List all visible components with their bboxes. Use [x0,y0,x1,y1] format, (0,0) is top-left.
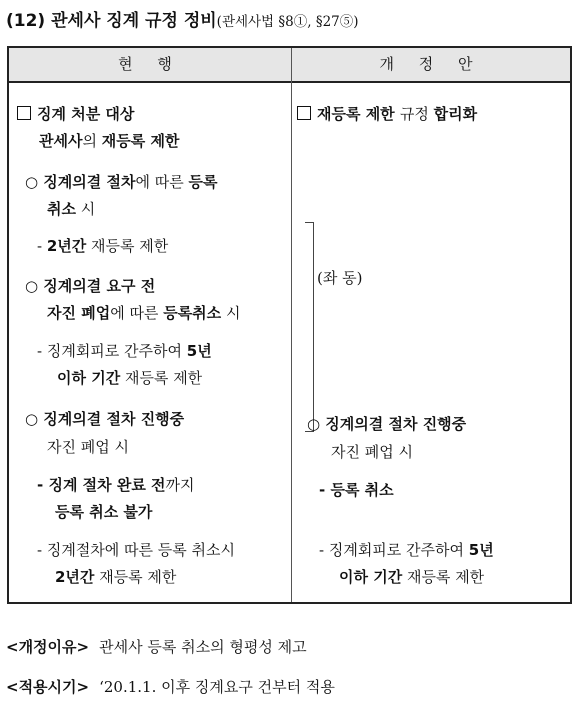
left-item-1: 징계 처분 대상 [17,104,134,124]
section-heading [6,6,359,31]
right-item-1: 재등록 제한 규정 합리화 [297,104,477,124]
column-divider [291,48,292,602]
left-sub-1-line1: ○ 징계의결 절차에 따른 등록 [25,173,218,191]
left-item-1-line2: 관세사의 재등록 제한 [39,132,180,150]
same-as-left-bracket [305,222,314,432]
left-sub-2-dash-line1: - 징계회피로 간주하여 5년 [37,342,212,360]
right-sub-dash2-line2: 이하 기간 재등록 제한 [339,568,485,586]
right-sub-line1: ○ 징계의결 절차 진행중 [307,415,467,433]
right-sub-line2: 자진 폐업 시 [331,443,413,461]
revision-reason-label: <개정이유> [6,638,90,656]
column-header-current: 현 행 [118,55,182,73]
left-sub-2-line1: ○ 징계의결 요구 전 [25,277,156,295]
table-header-row [9,48,570,83]
column-header-proposed: 개 정 안 [379,55,483,73]
left-sub-3-dash2-line2: 2년간 재등록 제한 [55,568,177,586]
law-reference: (관세사법 §8①, §27⑤) [216,14,359,30]
left-sub-3-line1: ○ 징계의결 절차 진행중 [25,410,185,428]
left-sub-2-dash-line2: 이하 기간 재등록 제한 [57,369,203,387]
application-date-label: <적용시기> [6,678,90,696]
revision-reason [6,636,307,657]
application-date-text: ‘20.1.1. 이후 징계요구 건부터 적용 [99,678,335,696]
right-sub-dash2-line1: - 징계회피로 간주하여 5년 [319,541,494,559]
left-sub-3-line2: 자진 폐업 시 [47,438,129,456]
checkbox-square-icon [17,106,31,120]
left-sub-3-dash1-line1: - 징계 절차 완료 전까지 [37,476,195,494]
comparison-table [7,46,572,604]
right-same-as-left: (좌 동) [317,269,363,287]
left-sub-3-dash1-line2: 등록 취소 불가 [55,503,153,521]
left-sub-1-line2: 취소 시 [47,200,96,218]
application-date [6,676,335,697]
left-sub-3-dash2-line1: - 징계절차에 따른 등록 취소시 [37,541,236,559]
revision-reason-text: 관세사 등록 취소의 형평성 제고 [99,638,307,656]
section-title: (12) 관세사 징계 규정 정비 [6,11,217,31]
left-sub-2-line2: 자진 폐업에 따른 등록취소 시 [47,304,241,322]
left-sub-1-dash: - 2년간 재등록 제한 [37,237,169,255]
right-sub-dash1: - 등록 취소 [319,481,394,499]
checkbox-square-icon [297,106,311,120]
